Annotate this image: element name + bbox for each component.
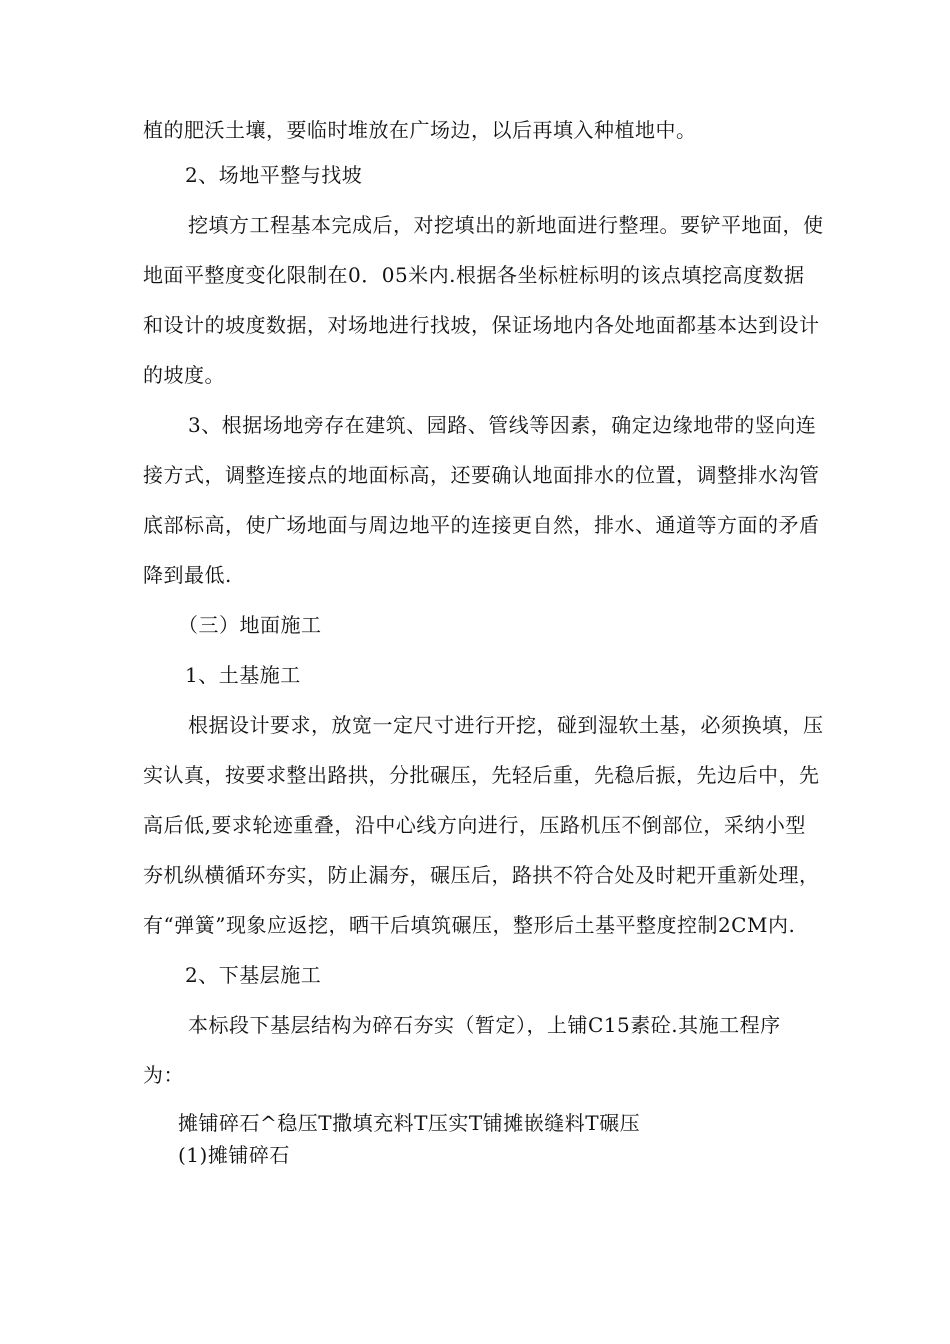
- text-line: 植的肥沃土壤，要临时堆放在广场边，以后再填入种植地中。: [143, 118, 697, 142]
- text-line: 夯机纵横循环夯实，防止漏夯，碾压后，路拱不符合处及时耙开重新处理，: [143, 863, 820, 887]
- text-line: 降到最低.: [143, 563, 232, 587]
- text-line: 本标段下基层结构为碎石夯实（暂定），上铺C15素砼.其施工程序: [188, 1013, 781, 1037]
- text-line: 接方式，调整连接点的地面标高，还要确认地面排水的位置，调整排水沟管: [143, 463, 820, 487]
- text-line: 根据设计要求，放宽一定尺寸进行开挖，碰到湿软土基，必须换填，压: [188, 713, 824, 737]
- section-heading: 2、场地平整与找坡: [185, 163, 363, 187]
- section-heading: （三）地面施工: [178, 613, 322, 637]
- text-line: 实认真，按要求整出路拱，分批碾压，先轻后重，先稳后振，先边后中，先: [143, 763, 820, 787]
- process-flow-line: 摊铺碎石^稳压T撒填充料T压实T铺摊嵌缝料T碾压: [178, 1111, 641, 1135]
- text-line: 高后低,要求轮迹重叠，沿中心线方向进行，压路机压不倒部位，采纳小型: [143, 813, 806, 837]
- text-line: 底部标高，使广场地面与周边地平的连接更自然，排水、通道等方面的矛盾: [143, 513, 820, 537]
- text-line: 地面平整度变化限制在0．05米内.根据各坐标桩标明的该点填挖高度数据: [143, 263, 805, 287]
- text-line: 为：: [143, 1063, 184, 1087]
- text-line: 有“弹簧”现象应返挖，晒干后填筑碾压，整形后土基平整度控制2CM内.: [143, 913, 796, 937]
- text-line: 3、根据场地旁存在建筑、园路、管线等因素，确定边缘地带的竖向连: [188, 413, 817, 437]
- section-heading: 1、土基施工: [185, 663, 301, 687]
- section-heading: 2、下基层施工: [185, 963, 322, 987]
- subsection-heading: (1)摊铺碎石: [178, 1143, 290, 1167]
- text-line: 的坡度。: [143, 363, 225, 387]
- text-line: 和设计的坡度数据，对场地进行找坡，保证场地内各处地面都基本达到设计: [143, 313, 820, 337]
- text-line: 挖填方工程基本完成后，对挖填出的新地面进行整理。要铲平地面，使: [188, 213, 824, 237]
